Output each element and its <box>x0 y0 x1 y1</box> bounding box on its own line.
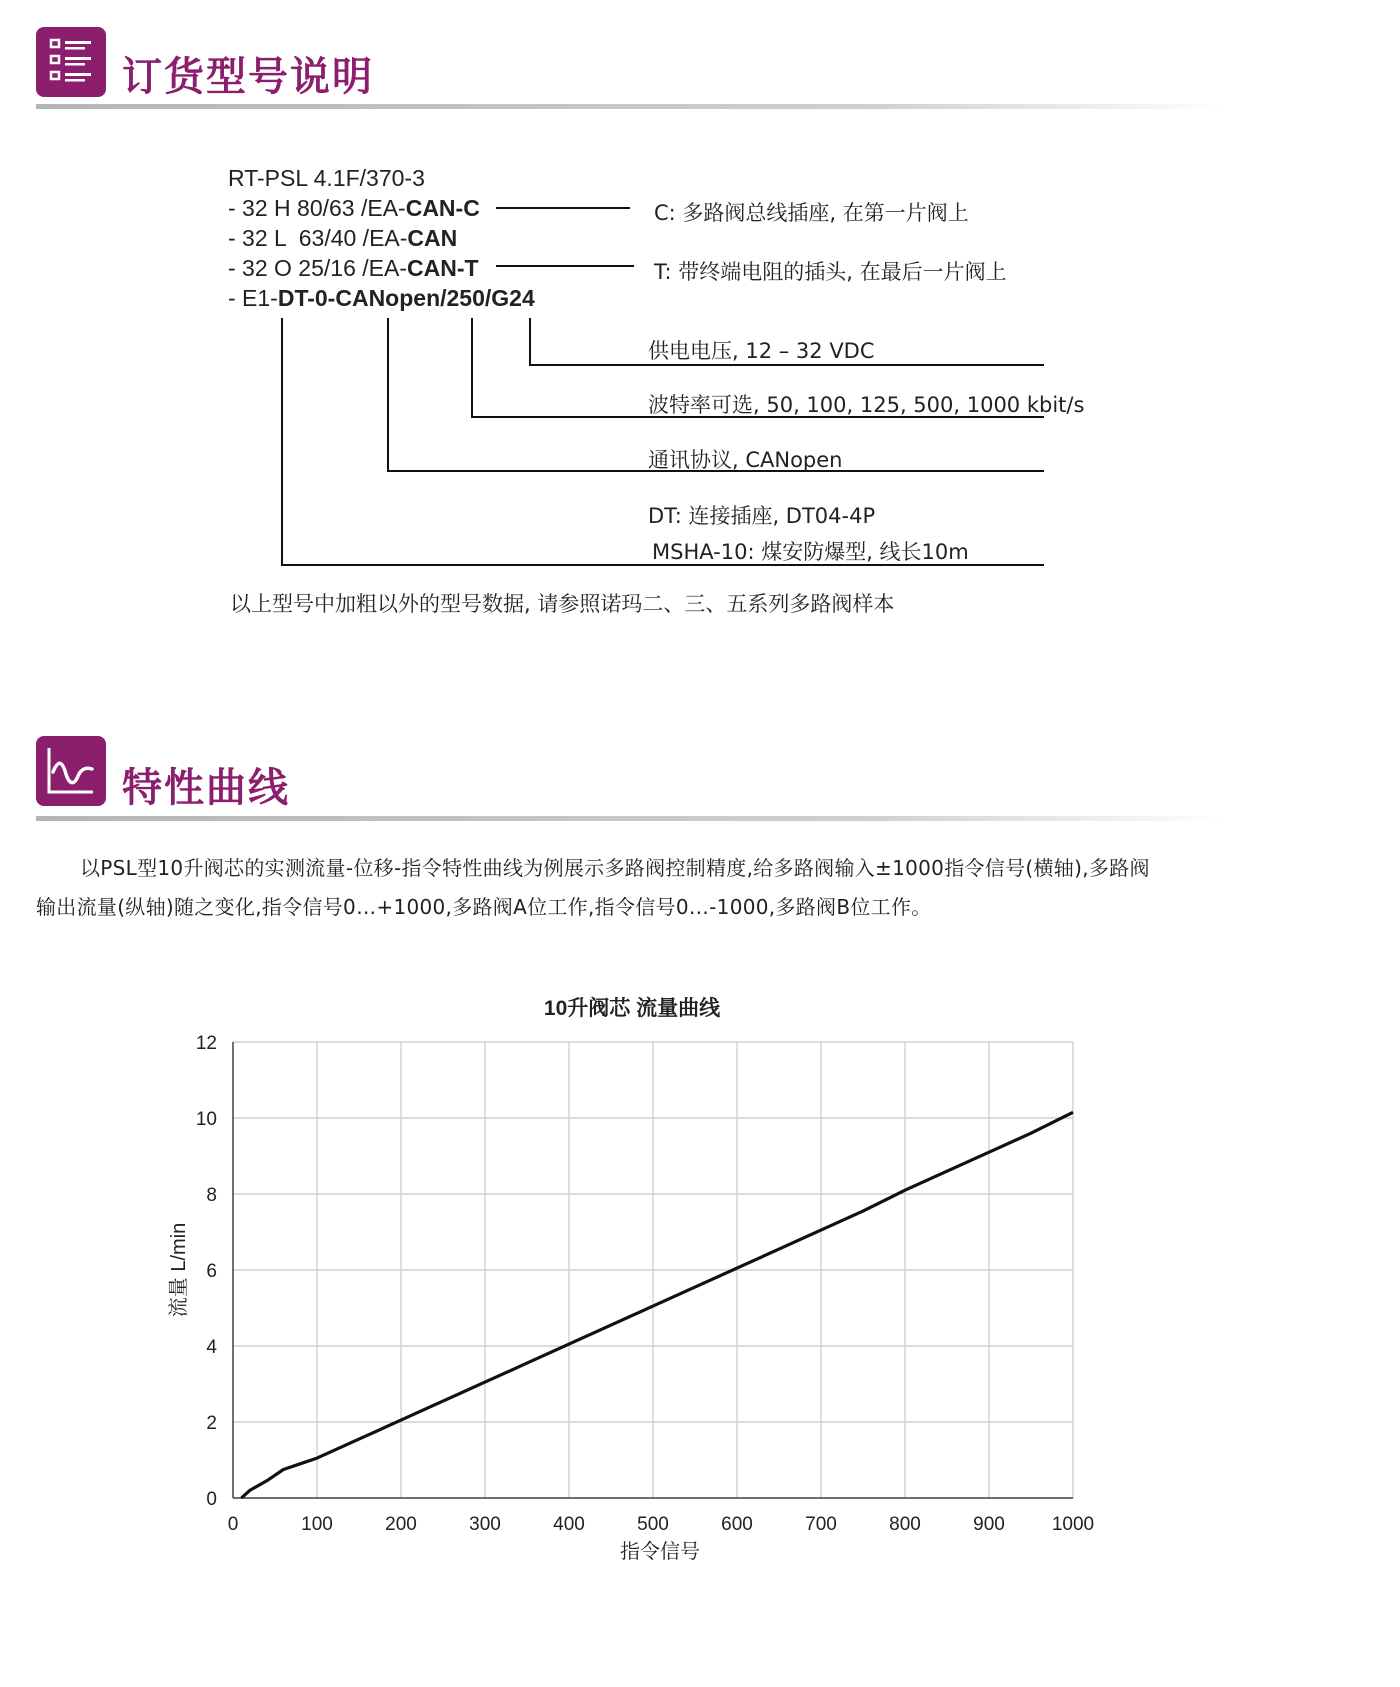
section-title-order-code: 订货型号说明 <box>122 54 374 100</box>
tree-line-baud <box>471 318 473 418</box>
y-tick-label: 8 <box>206 1185 217 1206</box>
y-tick-label: 4 <box>206 1337 217 1358</box>
x-tick-label: 300 <box>469 1514 501 1535</box>
y-tick-label: 2 <box>206 1413 217 1434</box>
x-tick-label: 1000 <box>1051 1514 1095 1535</box>
connector-line-t <box>496 265 634 267</box>
note-c: C: 多路阀总线插座, 在第一片阀上 <box>654 201 969 225</box>
list-icon <box>36 27 106 97</box>
order-code-line-3: - 32 L 63/40 /EA-CAN <box>228 225 458 251</box>
chart-title: 10升阀芯 流量曲线 <box>543 997 721 1020</box>
y-tick-label: 0 <box>206 1489 217 1510</box>
y-tick-label: 12 <box>195 1033 217 1054</box>
x-tick-label: 400 <box>553 1514 585 1535</box>
footnote: 以上型号中加粗以外的型号数据, 请参照诺玛二、三、五系列多路阀样本 <box>230 592 895 616</box>
y-tick-label: 6 <box>206 1261 217 1282</box>
x-tick-label: 800 <box>889 1514 921 1535</box>
x-tick-label: 200 <box>385 1514 417 1535</box>
y-axis-label: 流量 L/min <box>168 1222 190 1318</box>
tree-line-dt <box>281 318 283 566</box>
section-title-curve: 特性曲线 <box>122 765 290 811</box>
x-tick-label: 100 <box>301 1514 333 1535</box>
order-code-line-4: - 32 O 25/16 /EA-CAN-T <box>228 255 479 281</box>
section-rule <box>36 816 1226 821</box>
tree-line-g24 <box>529 318 531 366</box>
order-code-line-2: - 32 H 80/63 /EA-CAN-C <box>228 195 480 221</box>
connector-line-c <box>496 207 630 209</box>
note-t: T: 带终端电阻的插头, 在最后一片阀上 <box>654 260 1007 284</box>
note-baud: 波特率可选, 50, 100, 125, 500, 1000 kbit/s <box>648 393 1085 417</box>
x-axis-label: 指令信号 <box>620 1541 700 1563</box>
x-tick-label: 500 <box>637 1514 669 1535</box>
x-tick-label: 700 <box>805 1514 837 1535</box>
order-code-line-1: RT-PSL 4.1F/370-3 <box>228 165 425 191</box>
note-voltage: 供电电压, 12 – 32 VDC <box>648 339 875 363</box>
order-code-line-5: - E1-DT-0-CANopen/250/G24 <box>228 285 535 311</box>
tree-line-protocol <box>387 318 389 472</box>
x-tick-label: 600 <box>721 1514 753 1535</box>
note-dt: DT: 连接插座, DT04-4P <box>648 504 876 528</box>
description-line-1: 以PSL型10升阀芯的实测流量-位移-指令特性曲线为例展示多路阀控制精度,给多路阀输入±1000指令信号(横轴),多路阀 <box>80 856 1150 880</box>
series-line-flow <box>241 1112 1073 1498</box>
curve-icon <box>36 736 106 806</box>
x-tick-label: 900 <box>973 1514 1005 1535</box>
note-msha: MSHA-10: 煤安防爆型, 线长10m <box>652 540 969 564</box>
flow-chart <box>0 980 1400 1580</box>
y-tick-label: 10 <box>195 1109 217 1130</box>
description-line-2: 输出流量(纵轴)随之变化,指令信号0…+1000,多路阀A位工作,指令信号0…-1000,多路阀B位工作。 <box>36 895 932 919</box>
section-rule <box>36 104 1226 109</box>
note-protocol: 通讯协议, CANopen <box>648 448 843 472</box>
x-tick-label: 0 <box>227 1514 239 1535</box>
